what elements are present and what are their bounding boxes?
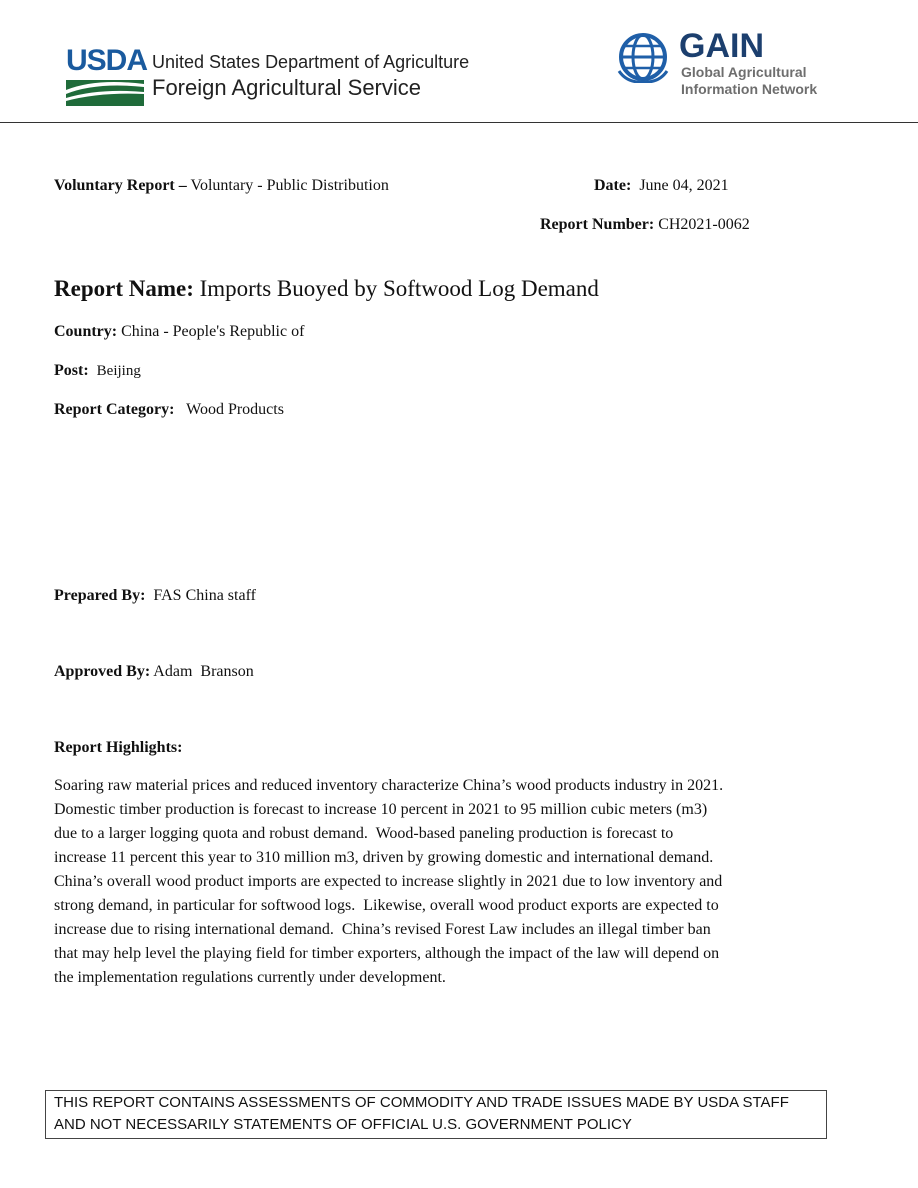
report-category (54, 400, 284, 420)
approved-by-value: Adam Branson (153, 663, 254, 680)
globe-icon (617, 31, 669, 83)
report-number-label: Report Number: (540, 216, 655, 233)
approved-by-label: Approved By: (54, 663, 151, 680)
report-highlights-body (54, 774, 814, 990)
highlights-line: China’s overall wood product imports are expected to increase slightly in 2021 due to low inventory and (54, 873, 723, 890)
highlights-line: the implementation regulations currently under development. (54, 969, 446, 986)
post-value: Beijing (96, 363, 141, 379)
report-date-label: Date: (594, 177, 632, 194)
report-highlights-heading (54, 738, 182, 758)
country-label: Country: (54, 323, 118, 340)
gain-subtitle-line2: Information Network (681, 81, 818, 97)
report-number-value: CH2021-0062 (658, 216, 750, 233)
report-post (54, 361, 141, 381)
usda-agency-name: Foreign Agricultural Service (152, 75, 422, 100)
header-divider (0, 122, 918, 123)
report-country (54, 322, 304, 342)
highlights-label: Report Highlights: (54, 739, 183, 756)
country-value: China - People's Republic of (121, 323, 305, 340)
report-type (54, 176, 389, 196)
gain-subtitle-line1: Global Agricultural (681, 64, 807, 80)
highlights-line: Soaring raw material prices and reduced inventory characterize China’s wood products industry in 2021. (54, 777, 724, 794)
report-type-value: Voluntary - Public Distribution (190, 177, 389, 194)
report-name-value: Imports Buoyed by Softwood Log Demand (199, 276, 599, 301)
highlights-line: due to a larger logging quota and robust demand. Wood-based paneling production is forecast to (54, 825, 674, 842)
highlights-line: increase due to rising international demand. China’s revised Forest Law includes an illegal timber ban (54, 921, 711, 938)
highlights-line: Domestic timber production is forecast to increase 10 percent in 2021 to 95 million cubic meters (m3) (54, 801, 708, 818)
post-label: Post: (54, 362, 89, 379)
report-name (54, 275, 599, 303)
gain-wordmark: GAIN (679, 27, 764, 65)
disclaimer-line2: AND NOT NECESSARILY STATEMENTS OF OFFICIAL U.S. GOVERNMENT POLICY (54, 1116, 632, 1133)
report-date-value: June 04, 2021 (639, 177, 729, 194)
highlights-line: that may help level the playing field for timber exporters, although the impact of the law will depend on (54, 945, 720, 962)
disclaimer-box (45, 1090, 827, 1139)
report-name-label: Report Name: (54, 276, 194, 301)
highlights-line: increase 11 percent this year to 310 million m3, driven by growing domestic and international demand. (54, 849, 714, 866)
report-number (540, 215, 750, 235)
usda-department-name: United States Department of Agriculture (152, 52, 470, 72)
highlights-line: strong demand, in particular for softwood logs. Likewise, overall wood product exports are expected to (54, 897, 719, 914)
prepared-by-value: FAS China staff (153, 587, 256, 604)
report-date (594, 176, 729, 196)
disclaimer-line1: THIS REPORT CONTAINS ASSESSMENTS OF COMMODITY AND TRADE ISSUES MADE BY USDA STAFF (54, 1094, 789, 1111)
category-label: Report Category: (54, 401, 175, 418)
category-value: Wood Products (186, 401, 284, 418)
report-type-label: Voluntary Report – (54, 177, 187, 194)
report-approved-by (54, 662, 254, 682)
report-prepared-by (54, 586, 256, 606)
prepared-by-label: Prepared By: (54, 587, 146, 604)
usda-wordmark: USDA (66, 44, 148, 77)
